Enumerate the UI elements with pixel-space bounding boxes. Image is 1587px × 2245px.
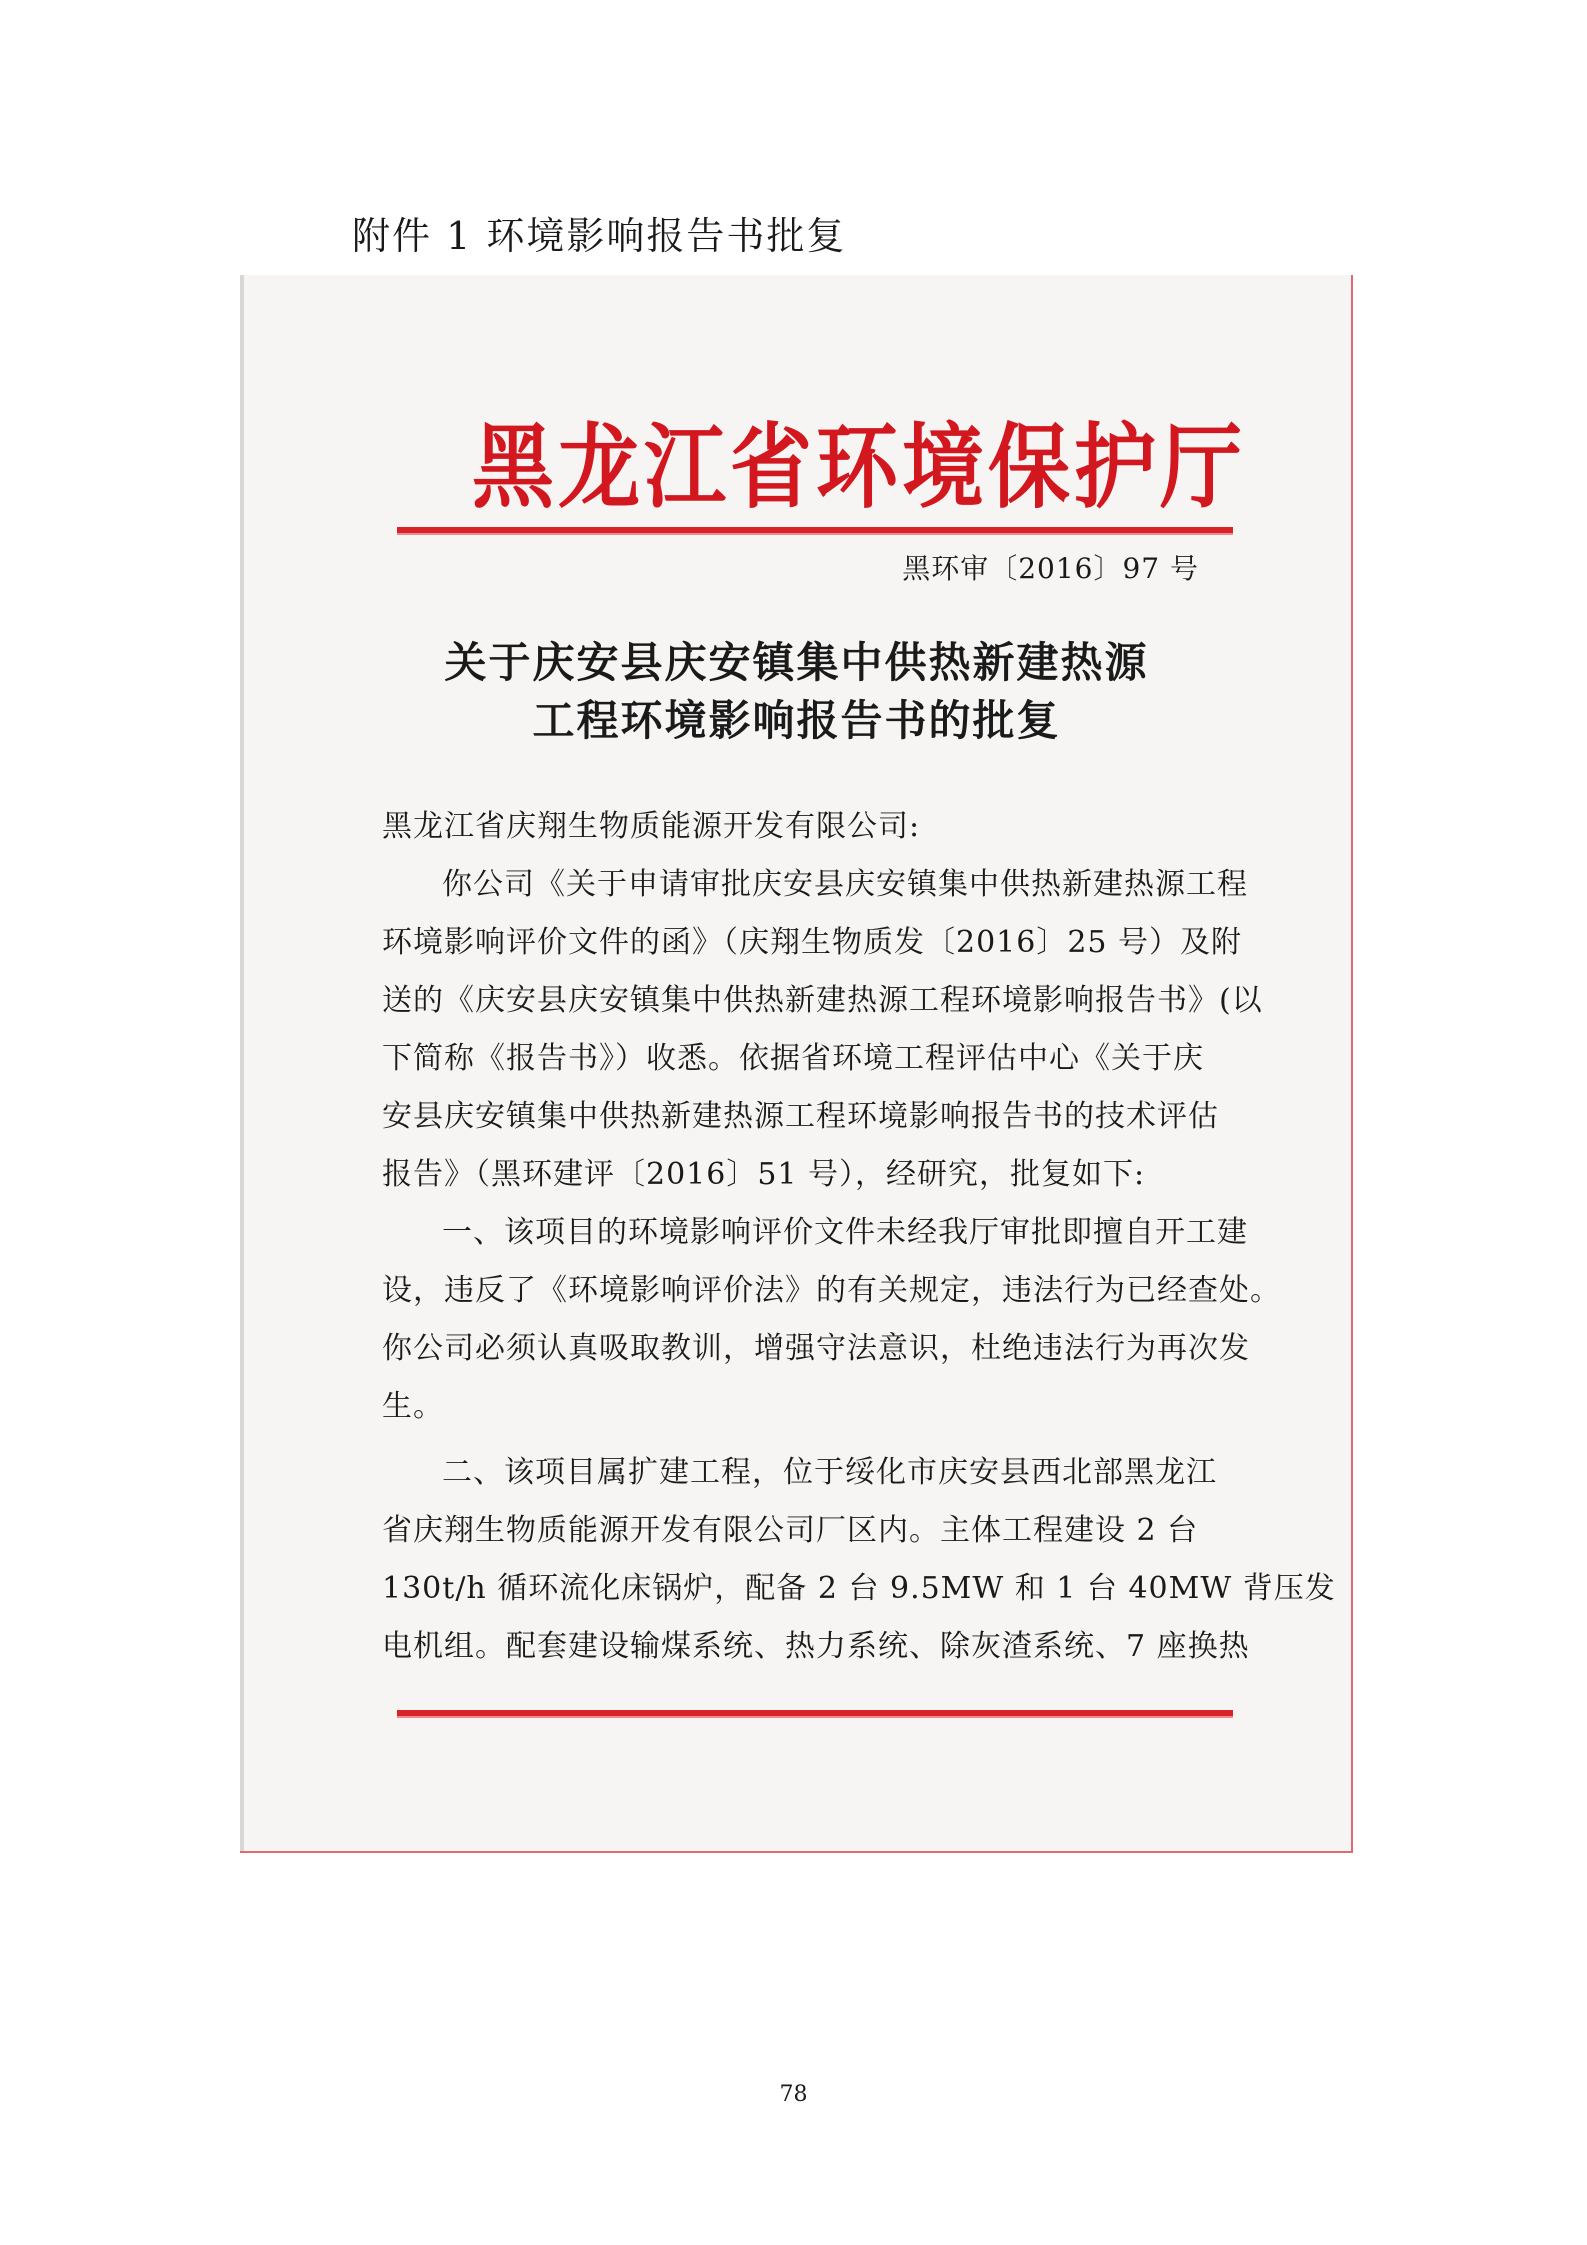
body-line: 你公司《关于申请审批庆安县庆安镇集中供热新建热源工程 bbox=[442, 867, 1248, 902]
body-line: 一、该项目的环境影响评价文件未经我厅审批即擅自开工建 bbox=[442, 1215, 1248, 1250]
body-line: 安县庆安镇集中供热新建热源工程环境影响报告书的技术评估 bbox=[382, 1099, 1219, 1134]
body-line: 设，违反了《环境影响评价法》的有关规定，违法行为已经查处。 bbox=[382, 1273, 1281, 1308]
document-title-line: 关于庆安县庆安镇集中供热新建热源 bbox=[444, 638, 1149, 687]
body-line: 下简称《报告书》）收悉。依据省环境工程评估中心《关于庆 bbox=[382, 1041, 1204, 1076]
document-number: 黑环审〔2016〕97 号 bbox=[902, 552, 1199, 585]
attachment-label: 附件 1 环境影响报告书批复 bbox=[352, 214, 847, 258]
page-number: 78 bbox=[779, 2082, 808, 2107]
scanned-document bbox=[240, 275, 1353, 1853]
masthead-heading: 黑龙江省环境保护厅 bbox=[472, 415, 1247, 522]
body-line: 电机组。配套建设输煤系统、热力系统、除灰渣系统、7 座换热 bbox=[382, 1629, 1250, 1664]
body-line: 130t/h 循环流化床锅炉，配备 2 台 9.5MW 和 1 台 40MW 背压发 bbox=[382, 1571, 1336, 1606]
masthead-red-rule bbox=[397, 527, 1233, 535]
body-line: 环境影响评价文件的函》（庆翔生物质发〔2016〕25 号）及附 bbox=[382, 925, 1243, 960]
body-line: 二、该项目属扩建工程，位于绥化市庆安县西北部黑龙江 bbox=[442, 1455, 1217, 1490]
body-line: 生。 bbox=[382, 1389, 444, 1424]
body-line: 省庆翔生物质能源开发有限公司厂区内。主体工程建设 2 台 bbox=[382, 1513, 1199, 1548]
salutation: 黑龙江省庆翔生物质能源开发有限公司: bbox=[382, 809, 921, 844]
body-line: 送的《庆安县庆安镇集中供热新建热源工程环境影响报告书》(以 bbox=[382, 983, 1263, 1018]
document-title-line: 工程环境影响报告书的批复 bbox=[532, 696, 1061, 745]
body-line: 报告》（黑环建评〔2016〕51 号），经研究，批复如下: bbox=[382, 1157, 1146, 1192]
scan-edge-shadow bbox=[240, 275, 244, 1851]
footer-red-rule bbox=[397, 1710, 1233, 1718]
body-line: 你公司必须认真吸取教训，增强守法意识，杜绝违法行为再次发 bbox=[382, 1331, 1250, 1366]
